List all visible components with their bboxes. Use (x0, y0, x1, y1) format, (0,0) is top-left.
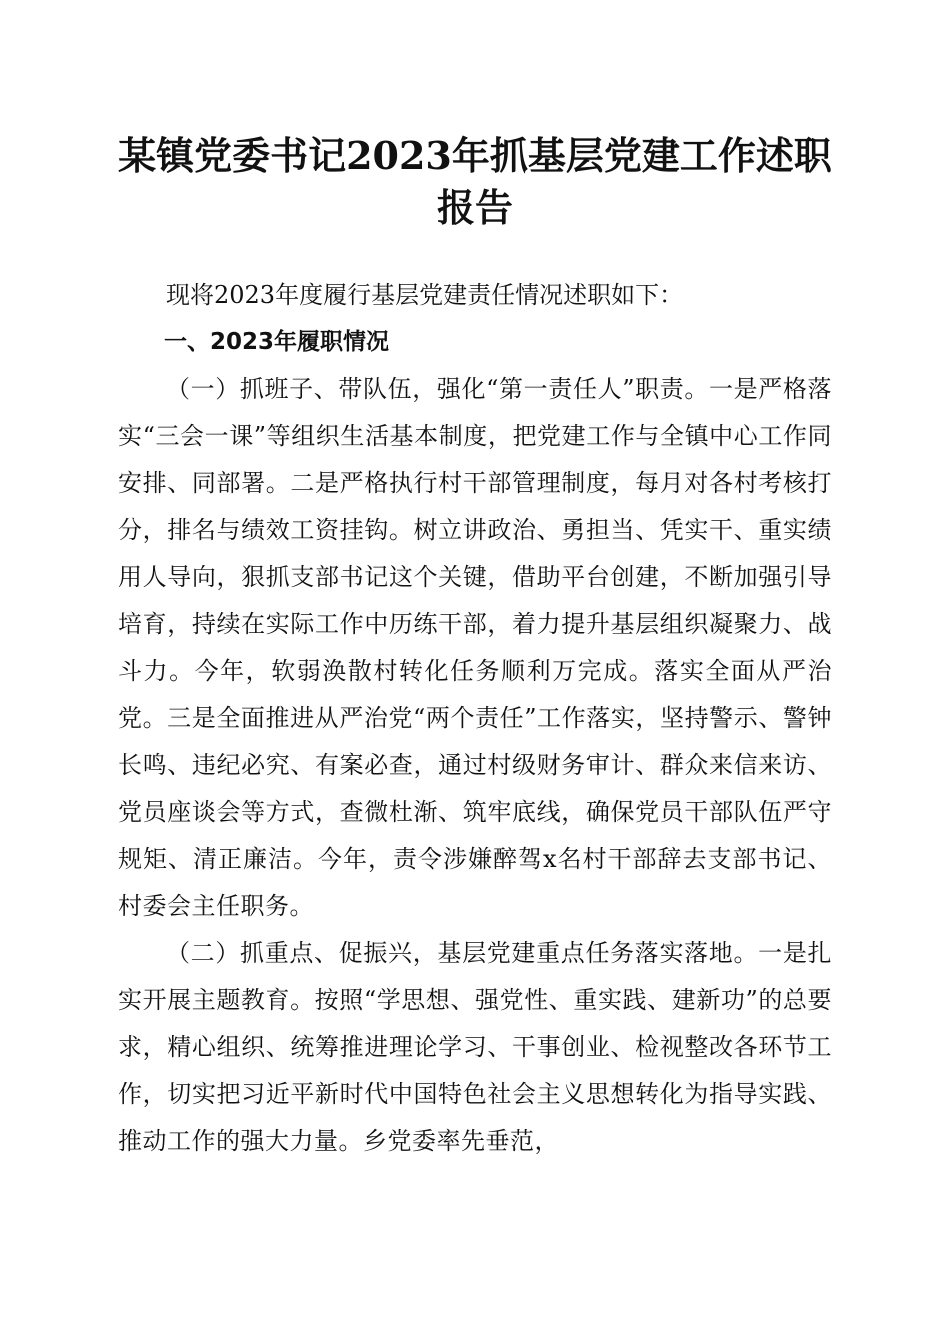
document-body (118, 272, 832, 1165)
document-title: 某镇党委书记2023年抓基层党建工作述职报告 (118, 133, 832, 230)
paragraph-2: （二）抓重点、促振兴，基层党建重点任务落实落地。一是扎实开展主题教育。按照“学思想、强党性、重实践、建新功”的总要求，精心组织、统筹推进理论学习、干事创业、检视整改各环节工作，切实把习近平新时代中国特色社会主义思想转化为指导实践、推动工作的强大力量。乡党委率先垂范， (118, 939, 832, 1155)
paragraph-1: （一）抓班子、带队伍，强化“第一责任人”职责。一是严格落实“三会一课”等组织生活基本制度，把党建工作与全镇中心工作同安排、同部署。二是严格执行村干部管理制度，每月对各村考核打分，排名与绩效工资挂钩。树立讲政治、勇担当、凭实干、重实绩用人导向，狠抓支部书记这个关键，借助平台创建，不断加强引导培育，持续在实际工作中历练干部，着力提升基层组织凝聚力、战斗力。今年，软弱涣散村转化任务顺利万完成。落实全面从严治党。三是全面推进从严治党“两个责任”工作落实，坚持警示、警钟长鸣、违纪必究、有案必查，通过村级财务审计、群众来信来访、党员座谈会等方式，查微杜渐、筑牢底线，确保党员干部队伍严守规矩、清正廉洁。今年，责令涉嫌醉驾x名村干部辞去支部书记、村委会主任职务。 (118, 375, 832, 920)
intro-paragraph: 现将2023年度履行基层党建责任情况述职如下： (166, 281, 684, 309)
section-heading-1: 一、2023年履职情况 (164, 329, 390, 355)
